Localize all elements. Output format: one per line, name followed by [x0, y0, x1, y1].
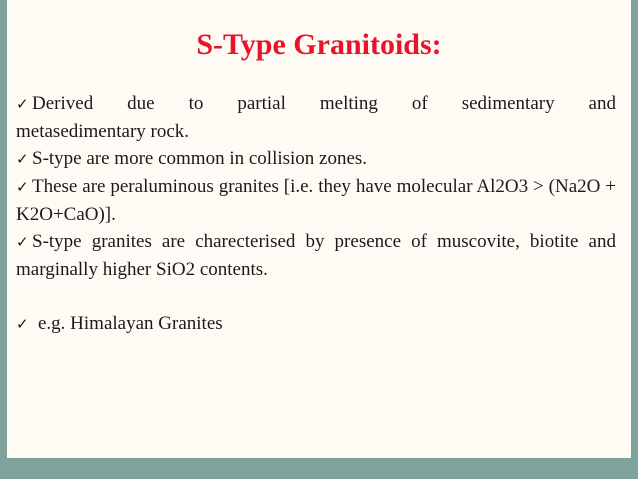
bullet-item: [16, 173, 616, 228]
left-frame-bar: [0, 0, 7, 479]
bullet-text: S-type are more common in collision zones.: [32, 148, 368, 169]
bullet-text: Derived due to partial melting of sedimentary and: [32, 93, 616, 114]
spacer: [16, 283, 616, 310]
slide-title: S-Type Granitoids:: [196, 28, 442, 61]
bullet-list: [16, 90, 616, 338]
bullet-text: S-type granites are charecterised by presence of muscovite, biotite and marginally higher SiO2 contents.: [16, 231, 616, 280]
checkmark-icon: ✓: [16, 150, 29, 168]
bullet-text-continued: metasedimentary rock.: [16, 121, 190, 142]
checkmark-icon: ✓: [16, 95, 29, 113]
checkmark-icon: ✓: [16, 233, 29, 251]
checkmark-icon: ✓: [16, 178, 29, 196]
bullet-item: [16, 90, 616, 145]
bullet-item: [16, 228, 616, 283]
checkmark-icon: ✓: [16, 315, 29, 333]
example-item: [16, 310, 616, 338]
example-text: e.g. Himalayan Granites: [38, 313, 223, 334]
bullet-item: [16, 145, 616, 173]
right-frame-bar: [631, 0, 638, 479]
bullet-text: These are peraluminous granites [i.e. they have molecular Al2O3 > (Na2O + K2O+CaO)].: [16, 176, 616, 225]
footer-bar: [0, 458, 638, 479]
